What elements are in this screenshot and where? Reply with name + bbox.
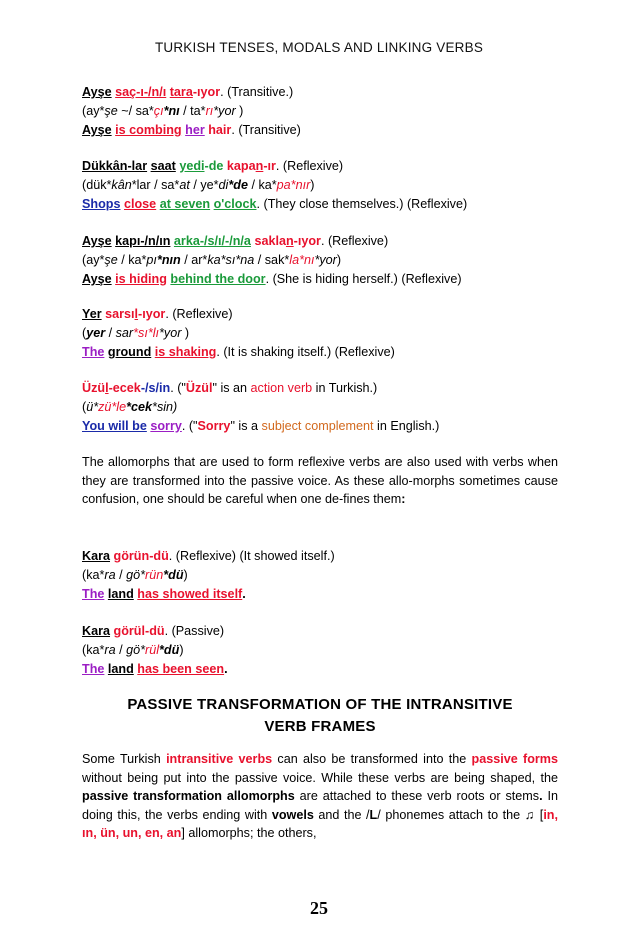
- text-run: without being put into the passive voice. While these verbs are being shaped, the: [82, 770, 558, 785]
- text-run: . (Transitive.): [220, 85, 294, 99]
- text-run: -/s/in: [140, 381, 171, 395]
- example-line-l15: [82, 418, 439, 434]
- text-run: *dü: [159, 643, 180, 657]
- text-run: can also be transformed into the: [272, 752, 472, 766]
- text-run: (ay*: [82, 104, 105, 118]
- text-run: .: [242, 587, 246, 601]
- text-run: (dük*: [82, 178, 112, 192]
- example-line-l11: [82, 325, 189, 341]
- text-run: / ka*: [247, 178, 277, 192]
- text-run: sarsı: [105, 307, 135, 321]
- text-run: *yor: [314, 253, 337, 267]
- text-run: ♫: [524, 807, 536, 822]
- text-run: görün-dü: [113, 549, 169, 563]
- text-run: Kara: [82, 624, 111, 638]
- text-run: pa*nır: [276, 178, 311, 192]
- text-run: gö*: [126, 568, 146, 582]
- text-run: intransitive verbs: [166, 752, 273, 766]
- text-run: n: [285, 234, 294, 248]
- text-run: *sı*lı: [133, 326, 160, 340]
- text-run: sakla: [254, 234, 286, 248]
- text-run: In doing this, the verbs ending with: [82, 789, 558, 822]
- paragraph-passive: [82, 750, 558, 843]
- text-run: The: [82, 662, 105, 676]
- text-run: .: [231, 123, 235, 137]
- text-run: yer: [86, 326, 106, 340]
- text-run: " is a: [230, 419, 262, 433]
- example-line-l14: [82, 399, 177, 415]
- text-run: ] allomorphs; the others,: [181, 826, 317, 841]
- text-run: şe: [104, 253, 118, 267]
- text-run: -ır: [263, 159, 276, 173]
- text-run: Üzül: [185, 381, 213, 395]
- text-run: and the /: [313, 807, 370, 822]
- text-run: *nı: [163, 104, 180, 118]
- text-run: /: [115, 568, 127, 582]
- text-run: is shaking: [154, 345, 217, 359]
- example-line-l19: [82, 623, 224, 639]
- text-run: kapa: [226, 159, 256, 173]
- text-run: yedi: [179, 159, 205, 173]
- example-line-l3: [82, 122, 301, 138]
- text-run: . (Reflexive): [320, 234, 389, 248]
- text-run: " is an: [212, 381, 251, 395]
- text-run: -ecek: [108, 381, 141, 395]
- text-run: ka*sı*na: [207, 253, 255, 267]
- text-run: / phonemes attach to the: [377, 807, 525, 822]
- text-run: la*nı: [289, 253, 315, 267]
- text-run: ra: [104, 568, 116, 582]
- text-run: ra: [104, 643, 116, 657]
- text-run: kân: [111, 178, 132, 192]
- text-run: in, ın, ün, un, en, an: [82, 807, 559, 841]
- text-run: *cek: [126, 400, 153, 414]
- text-run: Yer: [82, 307, 102, 321]
- text-run: . (": [170, 381, 186, 395]
- text-run: is combing: [115, 123, 182, 137]
- text-run: .: [539, 789, 543, 804]
- text-run: o'clock: [213, 197, 257, 211]
- text-run: görül-dü: [113, 624, 165, 638]
- text-run: (: [82, 326, 87, 340]
- text-run: zü*le: [98, 400, 127, 414]
- text-run: rül: [145, 643, 160, 657]
- text-run: land: [107, 587, 134, 601]
- example-line-l12: [82, 344, 395, 360]
- text-run: gö*: [126, 643, 146, 657]
- section-heading: [82, 694, 558, 738]
- text-run: (Transitive): [234, 123, 301, 137]
- text-run: *yor: [159, 326, 182, 340]
- text-run: çı: [153, 104, 164, 118]
- text-run: Ayşe: [82, 272, 112, 286]
- example-line-l2: [82, 103, 243, 119]
- text-run: hair: [208, 123, 232, 137]
- text-run: L: [369, 807, 378, 822]
- text-run: ground: [107, 345, 152, 359]
- text-run: Shops: [82, 197, 121, 211]
- example-line-l18: [82, 586, 246, 602]
- text-run: arka: [173, 234, 200, 248]
- text-run: saat: [150, 159, 176, 173]
- text-run: rün: [145, 568, 164, 582]
- text-run: (: [82, 400, 87, 414]
- text-run: Some Turkish: [82, 752, 167, 766]
- text-run: saç-ı-/n/ı: [115, 85, 167, 99]
- text-run: .: [224, 662, 228, 676]
- text-run: subject complement: [261, 419, 374, 433]
- text-run: *lar / sa*: [131, 178, 180, 192]
- example-line-l20: [82, 642, 184, 658]
- text-run: land: [107, 662, 134, 676]
- text-run: ): [181, 326, 190, 340]
- text-run: ü*: [86, 400, 99, 414]
- text-run: . (Reflexive): [275, 159, 344, 173]
- section-heading-line1: PASSIVE TRANSFORMATION OF THE INTRANSITIVE: [127, 696, 513, 713]
- text-run: action verb: [250, 381, 313, 395]
- running-title: TURKISH TENSES, MODALS AND LINKING VERBS: [154, 40, 484, 55]
- text-run: :: [401, 492, 406, 507]
- text-run: ): [235, 104, 244, 118]
- text-run: Üzü: [82, 381, 106, 395]
- text-run: / sak*: [254, 253, 290, 267]
- text-run: *sin): [152, 400, 178, 414]
- text-run: Ayşe: [82, 85, 112, 99]
- text-run: has showed itself: [137, 587, 243, 601]
- text-run: . (She is hiding herself.) (Reflexive): [265, 272, 462, 286]
- text-run: passive transformation allomorphs: [82, 789, 295, 804]
- text-run: in English.): [373, 419, 440, 433]
- text-run: . (Reflexive): [165, 307, 233, 321]
- text-run: (ka*: [82, 568, 105, 582]
- text-run: . (Reflexive) (It showed itself.): [168, 549, 335, 563]
- text-run: l: [105, 381, 109, 395]
- text-run: *de: [228, 178, 248, 192]
- text-run: /: [115, 643, 127, 657]
- text-run: tara: [169, 85, 193, 99]
- text-run: close: [123, 197, 157, 211]
- text-run: is hiding: [115, 272, 167, 286]
- example-line-l6: [82, 196, 467, 212]
- text-run: ): [310, 178, 315, 192]
- text-run: The allomorphs that are used to form reflexive verbs are also used with verbs when they are transformed into the passive voice. As these allo-morphs sometimes cause confusion, one should be careful when one de-fines them: [82, 455, 558, 507]
- example-line-l10: [82, 306, 233, 322]
- text-run: *nın: [156, 253, 181, 267]
- text-run: The: [82, 345, 105, 359]
- text-run: her: [185, 123, 205, 137]
- text-run: / ka*: [117, 253, 147, 267]
- page-number: 25: [310, 898, 328, 918]
- paragraph-allomorphs: [82, 453, 558, 509]
- text-run: are attached to these verb roots or stems: [294, 789, 540, 804]
- text-run: . (Passive): [164, 624, 225, 638]
- text-run: ~/ sa*: [117, 104, 154, 118]
- text-run: -ıyor: [192, 85, 221, 99]
- example-line-l17: [82, 567, 188, 583]
- text-run: [: [535, 807, 544, 822]
- text-run: . (": [181, 419, 198, 433]
- text-run: at: [179, 178, 190, 192]
- text-run: şe: [104, 104, 118, 118]
- text-run: behind the door: [170, 272, 266, 286]
- section-heading-line2: VERB FRAMES: [264, 718, 376, 735]
- text-run: ): [336, 253, 342, 267]
- text-run: Ayşe: [82, 123, 112, 137]
- text-run: . (It is shaking itself.) (Reflexive): [216, 345, 395, 359]
- text-run: ): [179, 643, 184, 657]
- text-run: at seven: [159, 197, 211, 211]
- text-run: di: [218, 178, 229, 192]
- example-line-l5: [82, 177, 314, 193]
- example-line-l7: [82, 233, 388, 249]
- text-run: Ayşe: [82, 234, 112, 248]
- text-run: *yor: [213, 104, 236, 118]
- example-line-l16: [82, 548, 335, 564]
- text-run: -/s/ı/-/n/a: [199, 234, 251, 248]
- example-line-l9: [82, 271, 462, 287]
- example-line-l21: [82, 661, 228, 677]
- text-run: / ye*: [189, 178, 219, 192]
- text-run: has been seen: [137, 662, 225, 676]
- text-run: pı: [146, 253, 157, 267]
- example-line-l1: [82, 84, 293, 100]
- text-run: -de: [204, 159, 224, 173]
- example-line-l13: [82, 380, 377, 396]
- text-run: sorry: [150, 419, 182, 433]
- text-run: -ıyor: [138, 307, 166, 321]
- text-run: passive forms: [471, 752, 558, 766]
- example-line-l4: [82, 158, 343, 174]
- text-run: l: [134, 307, 139, 321]
- text-run: vowels: [271, 807, 314, 822]
- text-run: / ar*: [180, 253, 208, 267]
- text-run: The: [82, 587, 105, 601]
- text-run: in Turkish.): [312, 381, 378, 395]
- text-run: kapı-/n/ın: [115, 234, 171, 248]
- text-run: -ıyor: [293, 234, 321, 248]
- example-line-l8: [82, 252, 341, 268]
- text-run: n: [255, 159, 264, 173]
- text-run: / ta*: [179, 104, 206, 118]
- text-run: /: [105, 326, 116, 340]
- text-run: rı: [205, 104, 214, 118]
- text-run: sar: [115, 326, 134, 340]
- text-run: ): [183, 568, 188, 582]
- text-run: . (They close themselves.) (Reflexive): [256, 197, 468, 211]
- text-run: Dükkân-lar: [82, 159, 148, 173]
- text-run: You will be: [82, 419, 147, 433]
- text-run: *dü: [163, 568, 184, 582]
- text-run: (ka*: [82, 643, 105, 657]
- text-run: Sorry: [197, 419, 231, 433]
- text-run: (ay*: [82, 253, 105, 267]
- text-run: Kara: [82, 549, 111, 563]
